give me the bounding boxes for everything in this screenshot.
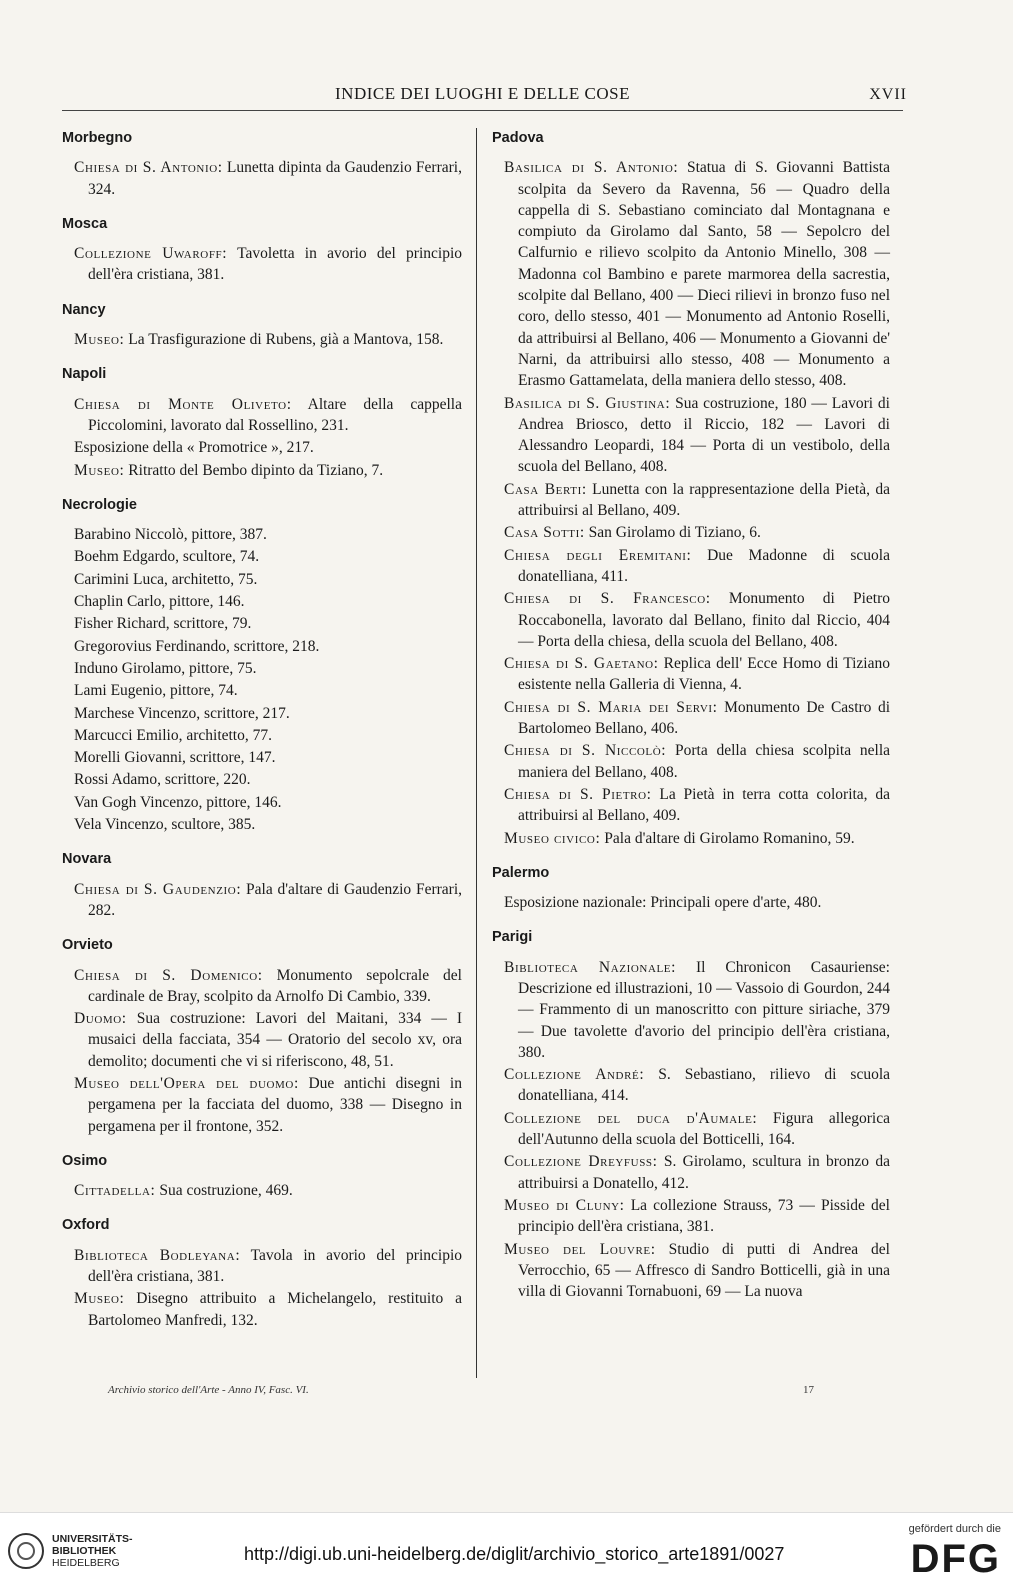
index-entry: [492, 393, 890, 478]
university-seal-icon: [8, 1533, 44, 1569]
entry-text: Sua costruzione, 469.: [155, 1182, 293, 1200]
entry-text: La Pietà in terra cotta colorita, da attribuirsi al Bellano, 409.: [518, 785, 890, 825]
entry-text: Studio di putti di Andrea del Verrocchio, 65 — Affresco di Sandro Botticelli, già in una villa di Giovanni Tornabuoni, 69 — La nuova: [518, 1240, 890, 1301]
place-heading: Mosca: [62, 215, 108, 232]
entry-text: Monumento sepolcrale del cardinale de Bray, scolpito da Arnolfo Di Cambio, 339.: [88, 966, 462, 1005]
place-heading: Nancy: [62, 301, 106, 318]
library-logo: [8, 1533, 133, 1569]
index-entry: [492, 588, 890, 652]
entry-location: Collezione Uwaroff:: [74, 245, 228, 263]
entry-location: Casa Berti:: [504, 480, 587, 498]
right-column: [492, 120, 890, 1303]
library-name-line-1: UNIVERSITÄTS-: [52, 1533, 133, 1545]
index-entry: [62, 613, 462, 634]
index-entry: [62, 524, 462, 545]
entry-text: Disegno attribuito a Michelangelo, restituito a Bartolomeo Manfredi, 132.: [88, 1290, 462, 1329]
place-heading: Oxford: [62, 1217, 110, 1234]
entry-text: Monumento di Pietro Roccabonella, lavorato dal Bellano, finito dal Riccio, 404 — Porta della chiesa, della scuola del Bellano, 408.: [518, 590, 890, 650]
library-name-line-3: HEIDELBERG: [52, 1557, 120, 1569]
entry-location: Chiesa di Monte Oliveto:: [74, 395, 292, 413]
entry-location: Basilica di S. Giustina:: [504, 394, 671, 412]
index-entry: [62, 725, 462, 746]
entry-location: Chiesa di S. Maria dei Servi:: [504, 698, 718, 716]
entry-location: Cittadella:: [74, 1182, 156, 1200]
entry-text: Tavoletta in avorio del principio dell'èra cristiana, 381.: [88, 245, 463, 284]
place-heading: Parigi: [492, 929, 533, 946]
entry-text: Replica dell' Ecce Homo di Tiziano esistente nella Galleria di Vienna, 4.: [518, 655, 890, 694]
entry-location: Chiesa di S. Antonio:: [74, 159, 223, 177]
permalink-url[interactable]: http://digi.ub.uni-heidelberg.de/diglit/archivio_storico_arte1891/0027: [244, 1544, 785, 1564]
index-entry: [492, 157, 890, 391]
index-entry: [492, 653, 890, 696]
entry-location: Biblioteca Nazionale:: [504, 958, 677, 976]
index-entry: [62, 747, 462, 768]
entry-text: Due antichi disegni in pergamena per la facciata del duomo, 338 — Disegno in pergamena per il frontone, 352.: [88, 1074, 462, 1135]
index-entry: [492, 1151, 890, 1194]
entry-text: S. Girolamo, scultura in bronzo da attribuirsi a Donatello, 412.: [518, 1153, 890, 1192]
index-entry: [492, 1108, 890, 1151]
entry-location: Museo:: [74, 461, 125, 479]
entry-location: Duomo:: [74, 1010, 127, 1028]
entry-location: Collezione del duca d'Aumale:: [504, 1109, 758, 1127]
entry-text: S. Sebastiano, rilievo di scuola donatelliana, 414.: [518, 1066, 891, 1105]
entry-text: Lami Eugenio, pittore, 74.: [74, 682, 238, 700]
entry-text: Statua di S. Giovanni Battista scolpita da Severo da Ravenna, 56 — Quadro della cappella di S. Sebastiano cominciato dal Montagnana e compiuto da Girolamo dal Santo, 58 — Sepolcro del Calfurnio e rilievo scolpito da Antonio Minello, 308 — Madonna col Bambino e parete marmorea della sacrestia, scolpite dal Bellano, 400 — Dieci rilievi in bronzo fuso nel coro, dello stesso, 401 — Monumento ad Antonio Roselli, da attribuirsi al Bellano, 406 — Monumento a Giovanni de' Narni, da attribuirsi allo stesso, 408 — Monumento a Erasmo Gattamelata, della maniera dello stesso, 408.: [518, 159, 890, 390]
entry-text: Fisher Richard, scrittore, 79.: [74, 615, 252, 633]
entry-text: Carimini Luca, architetto, 75.: [74, 570, 258, 588]
index-entry: [492, 545, 890, 588]
index-entry: [62, 703, 462, 724]
funded-by-text: gefördert durch die: [908, 1523, 1001, 1535]
index-entry: [62, 1073, 462, 1137]
index-entry: [62, 680, 462, 701]
index-entry: [492, 1064, 890, 1107]
index-entry: [62, 636, 462, 657]
entry-location: Chiesa di S. Francesco:: [504, 590, 711, 608]
entry-text: Boehm Edgardo, scultore, 74.: [74, 548, 260, 566]
index-entry: [62, 569, 462, 590]
running-head-title: INDICE DEI LUOGHI E DELLE COSE: [335, 84, 630, 103]
entry-text: Rossi Adamo, scrittore, 220.: [74, 771, 251, 789]
index-entry: [62, 243, 462, 286]
entry-text: Van Gogh Vincenzo, pittore, 146.: [74, 793, 282, 811]
place-heading: Morbegno: [62, 130, 133, 146]
entry-location: Chiesa di S. Pietro:: [504, 785, 652, 803]
digitization-bar: [0, 1512, 1013, 1592]
index-entry: [492, 892, 890, 913]
index-entry: [492, 957, 890, 1063]
entry-text: Ritratto del Bembo dipinto da Tiziano, 7.: [124, 461, 384, 479]
entry-location: Museo civico:: [504, 829, 601, 847]
entry-location: Museo:: [74, 331, 125, 349]
index-entry: [492, 828, 890, 849]
entry-text: Morelli Giovanni, scrittore, 147.: [74, 749, 276, 767]
library-name-line-2: BIBLIOTHEK: [52, 1545, 117, 1557]
left-column: [62, 120, 462, 1332]
index-entry: [62, 157, 462, 200]
entry-text: Monumento De Castro di Bartolomeo Bellano, 406.: [518, 698, 891, 738]
index-entry: [492, 1239, 890, 1303]
entry-text: La Trasfigurazione di Rubens, già a Mantova, 158.: [124, 331, 444, 349]
entry-text: Chaplin Carlo, pittore, 146.: [74, 593, 245, 611]
entry-text: Barabino Niccolò, pittore, 387.: [74, 526, 267, 544]
entry-location: Chiesa di S. Domenico:: [74, 966, 263, 984]
entry-text: Pala d'altare di Gaudenzio Ferrari, 282.: [88, 880, 462, 919]
entry-location: Museo di Cluny:: [504, 1196, 625, 1214]
entry-location: Museo:: [74, 1290, 125, 1308]
dfg-logo: DFG: [910, 1537, 1001, 1581]
place-heading: Padova: [492, 130, 544, 146]
index-entry: [62, 1008, 462, 1072]
entry-location: Biblioteca Bodleyana:: [74, 1246, 241, 1264]
index-entry: [62, 965, 462, 1008]
page-number-roman: XVII: [869, 86, 907, 103]
entry-text: Figura allegorica dell'Autunno della scuola del Botticelli, 164.: [518, 1109, 890, 1149]
column-divider: [476, 128, 477, 1378]
entry-text: Lunetta dipinta da Gaudenzio Ferrari, 324.: [88, 159, 462, 198]
index-entry: [62, 591, 462, 612]
index-entry: [62, 394, 462, 437]
entry-text: Pala d'altare di Girolamo Romanino, 59.: [600, 829, 855, 847]
index-entry: [62, 769, 462, 790]
index-entry: [492, 1195, 890, 1238]
place-heading: Palermo: [492, 864, 550, 881]
index-entry: [62, 329, 462, 350]
index-entry: [492, 522, 890, 543]
index-entry: [492, 697, 890, 740]
index-entry: [62, 546, 462, 567]
index-entry: [62, 1180, 462, 1201]
entry-text: Lunetta con la rappresentazione della Pietà, da attribuirsi al Bellano, 409.: [518, 480, 890, 520]
entry-location: Chiesa di S. Gaetano:: [504, 655, 659, 673]
index-entry: [62, 1245, 462, 1288]
entry-text: Porta della chiesa scolpita nella maniera del Bellano, 408.: [518, 742, 891, 781]
entry-location: Collezione Dreyfuss:: [504, 1153, 658, 1171]
index-entry: [62, 658, 462, 679]
entry-text: Sua costruzione: Lavori del Maitani, 334 — I musaici della facciata, 354 — Oratorio del secolo xv, ora demolito; documenti che vi si riferiscono, 48, 51.: [88, 1010, 462, 1070]
entry-text: Il Chronicon Casauriense: Descrizione ed illustrazioni, 10 — Vassoio di Gourdon, 244 — Frammento di un manoscritto con pitture siriache, 379 — Due tavolette d'avorio del principio dell'èra cristiana, 380.: [518, 958, 890, 1061]
place-heading: Necrologie: [62, 496, 137, 513]
index-entry: [492, 479, 890, 522]
index-entry: [62, 460, 462, 481]
entry-text: Vela Vincenzo, scultore, 385.: [74, 816, 256, 834]
entry-location: Casa Sotti:: [504, 524, 585, 542]
entry-text: Esposizione della « Promotrice », 217.: [74, 439, 314, 457]
funder-block: [909, 1523, 1001, 1581]
sheet-signature: 17: [803, 1384, 814, 1396]
place-heading: Orvieto: [62, 937, 113, 954]
entry-text: Altare della cappella Piccolomini, lavorato dal Rossellino, 231.: [88, 395, 462, 434]
entry-text: San Girolamo di Tiziano, 6.: [584, 524, 761, 542]
entry-location: Chiesa di S. Gaudenzio:: [74, 880, 242, 898]
running-head: [62, 84, 907, 111]
entry-text: Induno Girolamo, pittore, 75.: [74, 659, 257, 677]
index-entry: [62, 1288, 462, 1331]
place-heading: Osimo: [62, 1152, 108, 1169]
index-entry: [62, 792, 462, 813]
place-heading: Novara: [62, 851, 112, 868]
entry-location: Chiesa degli Eremitani:: [504, 546, 692, 564]
entry-text: Tavola in avorio del principio dell'èra cristiana, 381.: [88, 1246, 462, 1286]
entry-text: Due Madonne di scuola donatelliana, 411.: [518, 546, 890, 585]
entry-location: Chiesa di S. Niccolò:: [504, 742, 667, 760]
index-entry: [62, 814, 462, 835]
entry-text: Gregorovius Ferdinando, scrittore, 218.: [74, 637, 320, 655]
entry-text: Marcucci Emilio, architetto, 77.: [74, 726, 272, 744]
entry-location: Museo del Louvre:: [504, 1240, 656, 1258]
index-entry: [492, 784, 890, 827]
entry-text: Esposizione nazionale: Principali opere d'arte, 480.: [504, 894, 822, 912]
index-entry: [62, 437, 462, 458]
index-entry: [62, 879, 462, 922]
entry-text: Marchese Vincenzo, scrittore, 217.: [74, 704, 290, 722]
entry-location: Collezione André:: [504, 1066, 645, 1084]
entry-text: La collezione Strauss, 73 — Pisside del principio dell'èra cristiana, 381.: [518, 1196, 890, 1236]
index-entry: [492, 740, 890, 783]
place-heading: Napoli: [62, 366, 107, 383]
entry-location: Museo dell'Opera del duomo:: [74, 1074, 299, 1092]
journal-footer: Archivio storico dell'Arte - Anno IV, Fasc. VI.: [108, 1384, 309, 1396]
entry-text: Sua costruzione, 180 — Lavori di Andrea Briosco, detto il Riccio, 182 — Lavori di Alessandro Leopardi, 184 — Porta di un vestibolo, della scuola del Bellano, 408.: [518, 394, 890, 476]
entry-location: Basilica di S. Antonio:: [504, 159, 679, 177]
